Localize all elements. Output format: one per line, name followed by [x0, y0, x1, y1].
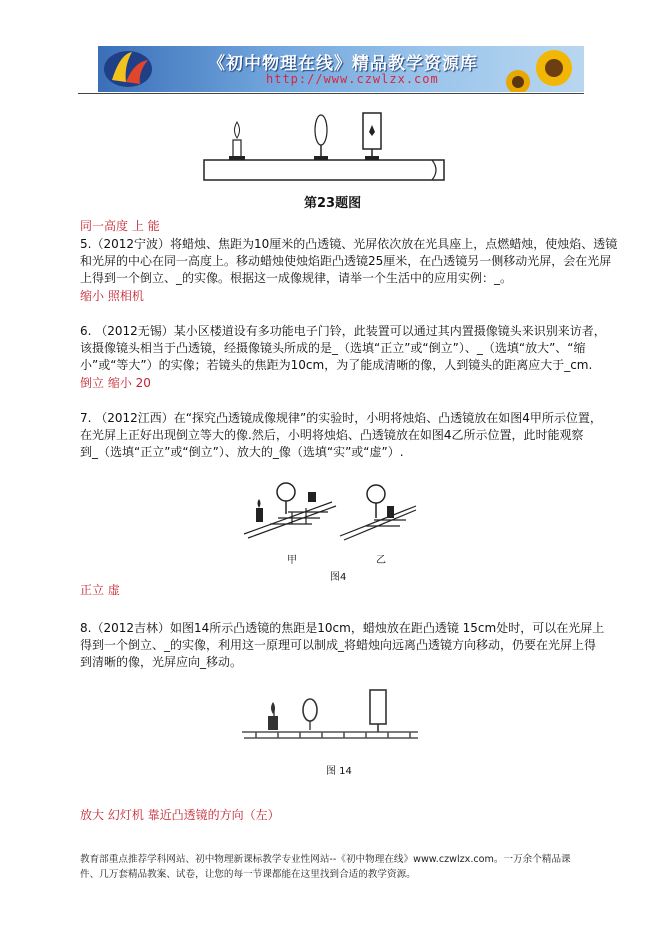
- sunflower-decoration-icon: [498, 46, 584, 92]
- q6-answer: 倒立 缩小 20: [80, 376, 151, 390]
- footer-line-2: 件、几万套精品教案、试卷，让您的每一节课都能在这里找到合适的教学资源。: [80, 869, 416, 880]
- q6-line-3: 小”或“等大”）的实像；若镜头的焦距为10cm，为了能成清晰的像，人到镜头的距离应大于_cm.: [80, 358, 593, 372]
- figure-4-label-left: 甲: [287, 555, 297, 566]
- q7-line-1: 7. （2012江西）在“探究凸透镜成像规律”的实验时，小明将烛焰、凸透镜放在如图4甲所示位置，: [80, 411, 602, 425]
- banner-url[interactable]: http://www.czwlzx.com: [266, 72, 439, 86]
- q8-line-2: 得到一个倒立、_的实像，利用这一原理可以制成_将蜡烛向远离凸透镜方向移动，仍要在光屏上得: [80, 638, 597, 652]
- q8-answer: 放大 幻灯机 靠近凸透镜的方向（左）: [80, 808, 280, 822]
- figure-23-optical-bench: [200, 108, 450, 188]
- q5-answer: 缩小 照相机: [80, 289, 144, 303]
- q5-line-2: 和光屏的中心在同一高度上。移动蜡烛使烛焰距凸透镜25厘米，在凸透镜另一侧移动光屏，会在光屏: [80, 254, 612, 268]
- q5-line-1: 5.（2012宁波）将蜡烛、焦距为10厘米的凸透镜、光屏依次放在光具座上，点燃蜡烛，使烛焰、透镜: [80, 237, 618, 251]
- q8-line-1: 8.（2012吉林）如图14所示凸透镜的焦距是10cm，蜡烛放在距凸透镜 15cm处时，可以在光屏上: [80, 621, 605, 635]
- q6-line-1: 6. （2012无锡）某小区楼道设有多功能电子门铃，此装置可以通过其内置摄像镜头来识别来访者，: [80, 324, 606, 338]
- site-logo-icon: [102, 48, 154, 90]
- q5-line-3: 上得到一个倒立、_的实像。根据这一成像规律，请举一个生活中的应用实例：_。: [80, 271, 513, 285]
- q7-line-3: 到_（选填“正立”或“倒立”）、放大的_像（选填“实”或“虚”）.: [80, 445, 404, 459]
- figure-14-caption: 图 14: [326, 766, 352, 777]
- figure-23-caption: 第23题图: [304, 196, 362, 211]
- q7-answer: 正立 虚: [80, 583, 120, 597]
- banner-title: 《初中物理在线》精品教学资源库: [208, 54, 478, 74]
- q7-line-2: 在光屏上正好出现倒立等大的像.然后，小明将烛焰、凸透镜放在如图4乙所示位置，此时能观察: [80, 428, 584, 442]
- q8-line-3: 到清晰的像，光屏应向_移动。: [80, 655, 243, 669]
- figure-4-label-right: 乙: [376, 555, 386, 566]
- q4-answer: 同一高度 上 能: [80, 219, 160, 233]
- figure-4-diagram: [240, 478, 420, 550]
- header-divider: [78, 93, 584, 94]
- figure-14-diagram: [238, 686, 422, 748]
- footer-line-1: 教育部重点推荐学科网站、初中物理新课标教学专业性网站--《初中物理在线》www.czwlzx.com。一万余个精品课: [80, 854, 571, 865]
- header-banner: [98, 46, 584, 92]
- q6-line-2: 该摄像镜头相当于凸透镜，经摄像镜头所成的是_（选填“正立”或“倒立”）、_（选填“放大”、“缩: [80, 341, 586, 355]
- figure-4-caption: 图4: [330, 572, 347, 583]
